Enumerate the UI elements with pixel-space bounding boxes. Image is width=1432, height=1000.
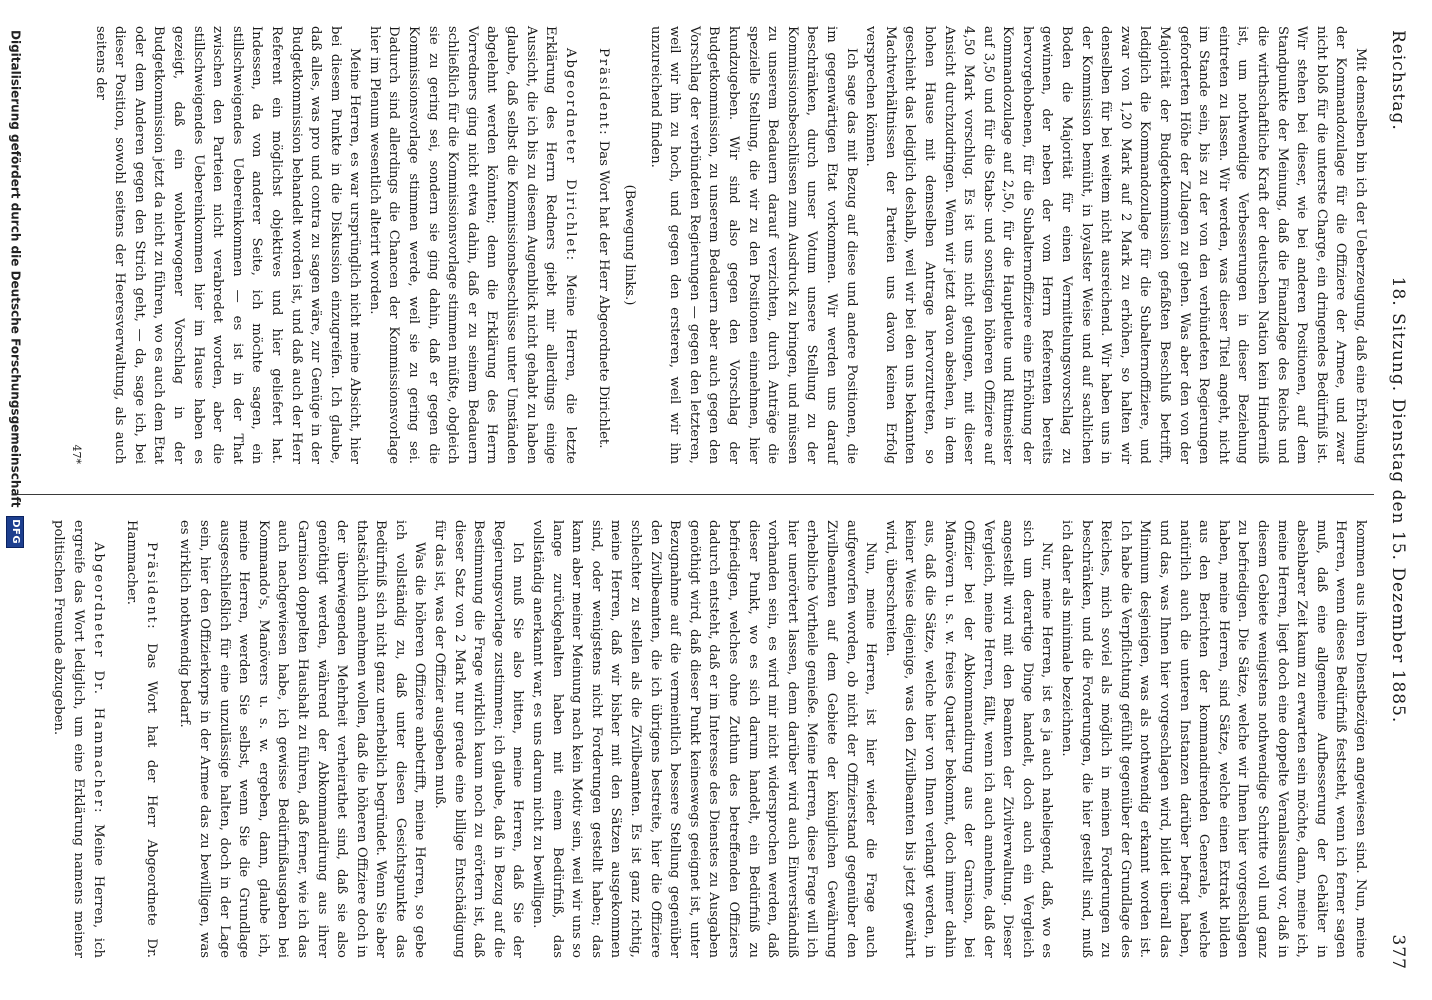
president-speech-1 [594,26,614,464]
footer-text: Digitalisierung gefördert durch die Deutsche Forschungsgemeinschaft [8,30,23,508]
speaker-name: Präsident: [596,48,612,137]
speech-text: Meine Herren, ich ergreife das Wort lediglich, um eine Erklärung namens meiner politischen Freunde abzugeben. [51,520,106,958]
page-marker: 47* [70,444,83,464]
column-left [66,26,1370,464]
dfg-logo-icon: DFG [6,516,24,548]
dirichlet-speech [364,26,580,464]
interjection: (Bewegung links.) [622,184,638,306]
paragraph: Nur, meine Herren, ist es ja auch naheliegend, daß, wo es sich um derartige Dinge handelt, doch auch ein Vergleich angestellt wird mit den Beamten der Zivilverwaltung. Dieser Vergleich, meine Herren, fällt, wenn ich auch annehme, daß der Offizier bei der Abkommandirung aus der Garnison, bei Manövern u. s. w. freies Quartier bekommt, doch immer dahin aus, daß die Sätze, welche hier von Ihnen verlangt werden, in keiner Weise diejenige, was den Zivilbeamten bis jetzt gewährt wird, überschreiten. [882,520,1055,958]
page-number: 377 [1388,934,1408,970]
column-right [49,520,1370,958]
speech-text: Meine Herren, die letzte Erklärung des Herrn Redners giebt mir allerdings einige Aussicht, die ich bis zu diesem Augenblick nicht gehabt zu haben glaube, daß selbst die Kommissionsbeschlüsse unter Umständen abgelehnt werden könnten; denn die Erklärung des Herrn Vorredners ging nicht etwa dahin, daß er zu seinem Bedauern schließlich für die Kommissionsvorlage stimmen müßte, obgleich sie zu gering sei, sondern sie ging dahin, daß er gegen die Kommissionsvorlage stimmen werde, weil sie zu gering sei. Dadurch sind allerdings die Chancen der Kommissionsvorlage hier im Plenum wesentlich alterirt worden. [366,26,578,464]
paragraph: Mit demselben bin ich der Ueberzeugung, daß eine Erhöhung der Kommandozulage für die Offiziere der Armee, und zwar nicht bloß für die unterste Charge, ein dringendes Bedürfniß ist. Wir stehen bei dieser, wie bei anderen Positionen, auf dem Standpunkte der Meinung, daß die Finanzlage des Reichs und die wirthschaftliche Kraft der deutschen Nation kein Hinderniß ist, um nothwendige Verbesserungen in dieser Beziehung eintreten zu lassen. Wir werden, was dieser Titel angeht, nicht im Stande sein, bis zu der von den verbündeten Regierungen geforderten Höhe der Zulagen zu gehen. Was aber den von der Majorität der Budgetkommission gefaßten Beschluß betrifft, lediglich die Kommandozulage für die Subalternoffiziere, und zwar von 1,20 Mark auf 2 Mark zu erhöhen, so halten wir denselben für bei weitem nicht ausreichend. Wir haben uns in der Kommission bemüht, in loyalster Weise und auf sachlichen Boden die Majorität für einen Vermittelungsvorschlag zu gewinnen, der neben der vom Herrn Referenten bereits hervorgehobenen, für die Subalternoffiziere eine Erhöhung der Kommandozulage auf 2,50, für die Hauptleute und Rittmeister auf 3,50 und für die Stabs- und sonstigen höheren Offiziere auf 4,50 Mark vorschlug. Es ist uns nicht gelungen, mit dieser Ansicht durchzudringen. Wenn wir jetzt davon absehen, in dem hohen Hause mit demselben Antrage hervorzutreten, so geschieht das lediglich deshalb, weil wir bei den uns bekannten Machtverhältnissen der Parteien uns davon keinen Erfolg versprechen können. [863,26,1368,464]
paragraph: kommen aus ihren Dienstbezügen angewiesen sind. Nun, meine Herren, wenn dieses Bedürfniß feststeht, wenn ich ferner sagen muß, daß eine allgemeine Aufbesserung der Gehälter in absehbarer Zeit kaum zu erwarten sein möchte, dann, meine ich, meine Herren, liegt doch eine doppelte Veranlassung vor, daß in diesem Gebiete wenigstens nothwendige Schritte voll und ganz zu befriedigen. Die Sätze, welche wir Ihnen hier vorgeschlagen haben, meine Herren, sind Sätze, welche einen Extrakt bilden aus den Berichten der kommandirenden Generale, welche natürlich auch die unteren Instanzen darüber befragt haben, und das, was Ihnen hier vorgeschlagen wird, bildet überall das Minimum desjenigen, was als nothwendig erkannt worden ist. Ich habe die Verpflichtung gefühlt gegenüber der Grundlage des Reiches, mich soviel als möglich in meinen Forderungen zu beschränken, und die Forderungen, die hier gestellt sind, muß ich daher als minimale bezeichnen. [1059,520,1368,958]
hammacher-speech [49,520,108,958]
digitization-footer [6,30,24,548]
page-header [1378,30,1408,970]
paragraph: Meine Herren, es war ursprünglich nicht meine Absicht, hier bei diesem Punkte in die Diskussion einzugreifen. Ich glaube, daß alles, was pro und contra zu sagen wäre, zur Genüge in der Budgetkommission behandelt worden ist, und daß auch der Herr Referent ein möglichst objektives und hier geliefert hat. Indessen, da von anderer Seite, ich möchte sagen, ein stillschweigendes Uebereinkommen — es ist in der That zwischen den Parteien nicht verabredet worden, aber die stillschweigendes Uebereinkommen hier im Hause haben es gezeigt, daß ein wohlerwogener Vorschlag in der Budgetkommission jetzt da nicht zu führen, wo es auch dem Etat oder dem Anderen gegen den Strich geht, — da, sage ich, bei dieser Position, sowohl seitens der Heeresverwaltung, als auch seitens der [92,26,363,464]
header-center: 18. Sitzung. Dienstag den 15. Dezember 1885. [1388,276,1408,724]
paragraph: Was die höheren Offiziere anbetrifft, meine Herren, so gebe ich vollständig zu, daß unter diesen Gesichtspunkte das Bedürfniß sich nicht ganz unerheblich begründet. Wenn Sie aber thatsächlich annehmen wollen, daß die höheren Offiziere doch in der überwiegenden Mehrheit verheirathet sind, daß sie also genöthigt werden, während der Abkommandirung aus ihrer Garnison doppelten Haushalt zu führen, daß ferner, wie ich das auch nachgewiesen habe, ich gewisse Bedürfnißausgaben bei Kommando's, Manövers u. s. w. ergeben, dann, glaube ich, meine Herren, werden Sie selbst, wenn Sie die Grundlage ausgeschließlich für eine unzulässige halten, doch in der Lage sein, hier den Offizierkorps in der Armee das zu bewilligen, was es wirklich nothwendig bedarf. [177,520,428,958]
president-speech-2 [122,520,161,958]
paragraph: Ich sage das mit Bezug auf diese und andere Positionen, die im gegenwärtigen Etat vorkommen. Wir werden uns darauf beschränken, durch unser Votum unsere Stellung zu der Kommissionsbeschlüssen zum Ausdruck zu bringen, und müssen zu unserem Bedauern darauf verzichten, durch Anträge die spezielle Stellung, die wir zu den Positionen einnehmen, hier kundzugeben. Wir sind also gegen den Vorschlag der Budgetkommission, zu unserem Bedauern aber auch gegen den Vorschlag der verbündeten Regierungen — gegen den letzteren, weil wir ihn zu hoch, und gegen den ersteren, weil wir ihn unzureichend finden. [647,26,859,464]
paragraph: Nun, meine Herren, ist hier wieder die Frage auch aufgeworfen worden, ob nicht der Offizierstand gegenüber den Zivilbeamten auf dem Gebiete der königlichen Gewährung erhebliche Vortheile genieße. Meine Herren, diese Frage will ich hier unerörtert lassen, denn darüber wird auch Einverständniß vorhanden sein, es wird mir nicht widersprochen werden, daß dieser Punkt, wo es sich darum handelt, ein Bedürfniß zu befriedigen, welches ohne Zuthun des betreffenden Offiziers dadurch entsteht, daß er im Interesse des Dienstes zu Ausgaben genöthigt wird, daß dieser Punkt keineswegs geeignet ist, unter Bezugnahme auf die vermeintlich bessere Stellung gegenüber den Zivilbeamten, die ich übrigens bestreite, hier die Offiziere schlechter zu stellen als die Zivilbeamten. Es ist ganz richtig, meine Herren, daß wir bisher mit den Sätzen ausgekommen sind, oder wenigstens nicht Forderungen gestellt haben; das kann aber meiner Meinung nach kein Motiv sein, weil wir uns so lange zurückgehalten haben mit einem Bedürfniß, das vollständig anerkannt war, es uns darum nicht zu bewilligen. [530,520,879,958]
speaker-name: Präsident: [143,542,159,631]
spacer [108,520,122,958]
paragraph: Ich muß Sie also bitten, meine Herren, daß Sie der Regierungsvorlage zustimmen; ich glaube, daß in Bezug auf die Bestimmung die Frage wirklich kaum noch zu erörtern ist, daß dieser Satz von 2 Mark nur gerade eine billige Entschädigung für das ist, was der Offizier ausgeben muß. [432,520,526,958]
speech-text: Das Wort hat der Herr Abgeordnete Dr. Hammacher. [124,520,159,958]
column-divider [14,494,1374,495]
speaker-name: Abgeordneter Dr. Hammacher: [90,542,106,815]
header-left: Reichstag. [1388,30,1408,131]
spacer [580,26,594,464]
spacer [161,520,175,958]
speaker-name: Abgeordneter Dirichlet: [562,48,578,263]
speech-text: Das Wort hat der Herr Abgeordnete Dirichlet. [596,140,612,449]
